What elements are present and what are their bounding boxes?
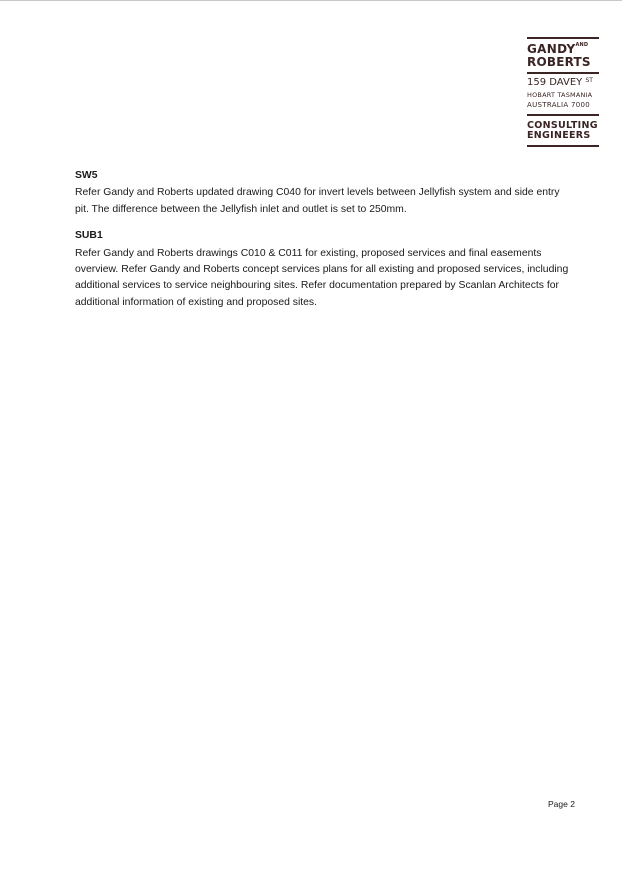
logo-divider <box>527 114 599 116</box>
logo-divider <box>527 72 599 74</box>
section-heading: SUB1 <box>75 230 103 242</box>
logo-tagline-1: CONSULTING <box>527 119 598 131</box>
logo-tagline-2: ENGINEERS <box>527 130 591 141</box>
page-number: Page 2 <box>548 799 575 809</box>
section-sw5 <box>75 168 575 218</box>
logo-street: 159 DAVEY $^{ST}$ <box>527 77 593 88</box>
logo-divider <box>527 145 599 147</box>
section-paragraph: Refer Gandy and Roberts updated drawing C040 for invert levels between Jellyfish system and side entry pit. The difference between the Jellyfish inlet and outlet is set to 250mm. <box>75 187 560 215</box>
logo-city: HOBART TASMANIA <box>527 91 593 99</box>
logo-country: AUSTRALIA 7000 <box>527 100 590 109</box>
section-paragraph: Refer Gandy and Roberts drawings C010 & C011 for existing, proposed services and final easements overview. Refer Gandy and Roberts concept services plans for all existing and proposed services, including additional services to service neighbouring sites. Refer documentation prepared by Scanlan Architects for additional information of existing and proposed sites. <box>75 247 569 308</box>
logo-name-line1: $GANDY^{AND}$ <box>527 42 589 56</box>
document-body <box>75 168 575 321</box>
logo-and: AND <box>575 42 589 48</box>
section-heading: SW5 <box>75 170 98 181</box>
company-logo <box>527 37 601 147</box>
logo-divider <box>527 37 599 39</box>
section-sub1 <box>75 228 575 311</box>
logo-name-line2: ROBERTS <box>527 55 591 69</box>
page-top-rule <box>0 0 622 1</box>
logo-street-suffix: ST <box>585 77 593 84</box>
